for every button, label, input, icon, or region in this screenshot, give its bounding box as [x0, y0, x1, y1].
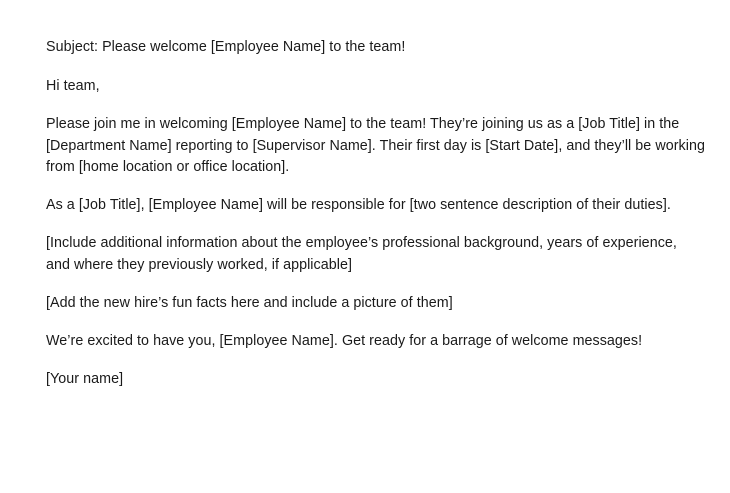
intro-paragraph: Please join me in welcoming [Employee Name] to the team! They’re joining us as a [Job Title] in the [Department Name] reporting to [Supervisor Name]. Their first day is [Start Date], and they’ll be working from [home location or office location]. [46, 116, 705, 175]
background-paragraph: [Include additional information about the employee’s professional background, years of experience, and where they previously worked, if applicable] [46, 235, 677, 273]
responsibilities-paragraph: As a [Job Title], [Employee Name] will be responsible for [two sentence description of their duties]. [46, 197, 671, 213]
email-greeting: Hi team, [46, 77, 100, 94]
email-subject-line: Subject: Please welcome [Employee Name] to the team! [46, 39, 406, 55]
fun-facts-paragraph: [Add the new hire’s fun facts here and include a picture of them] [46, 294, 453, 311]
signature-line: [Your name] [46, 370, 124, 387]
welcome-paragraph: We’re excited to have you, [Employee Name]. Get ready for a barrage of welcome messages! [46, 332, 643, 349]
